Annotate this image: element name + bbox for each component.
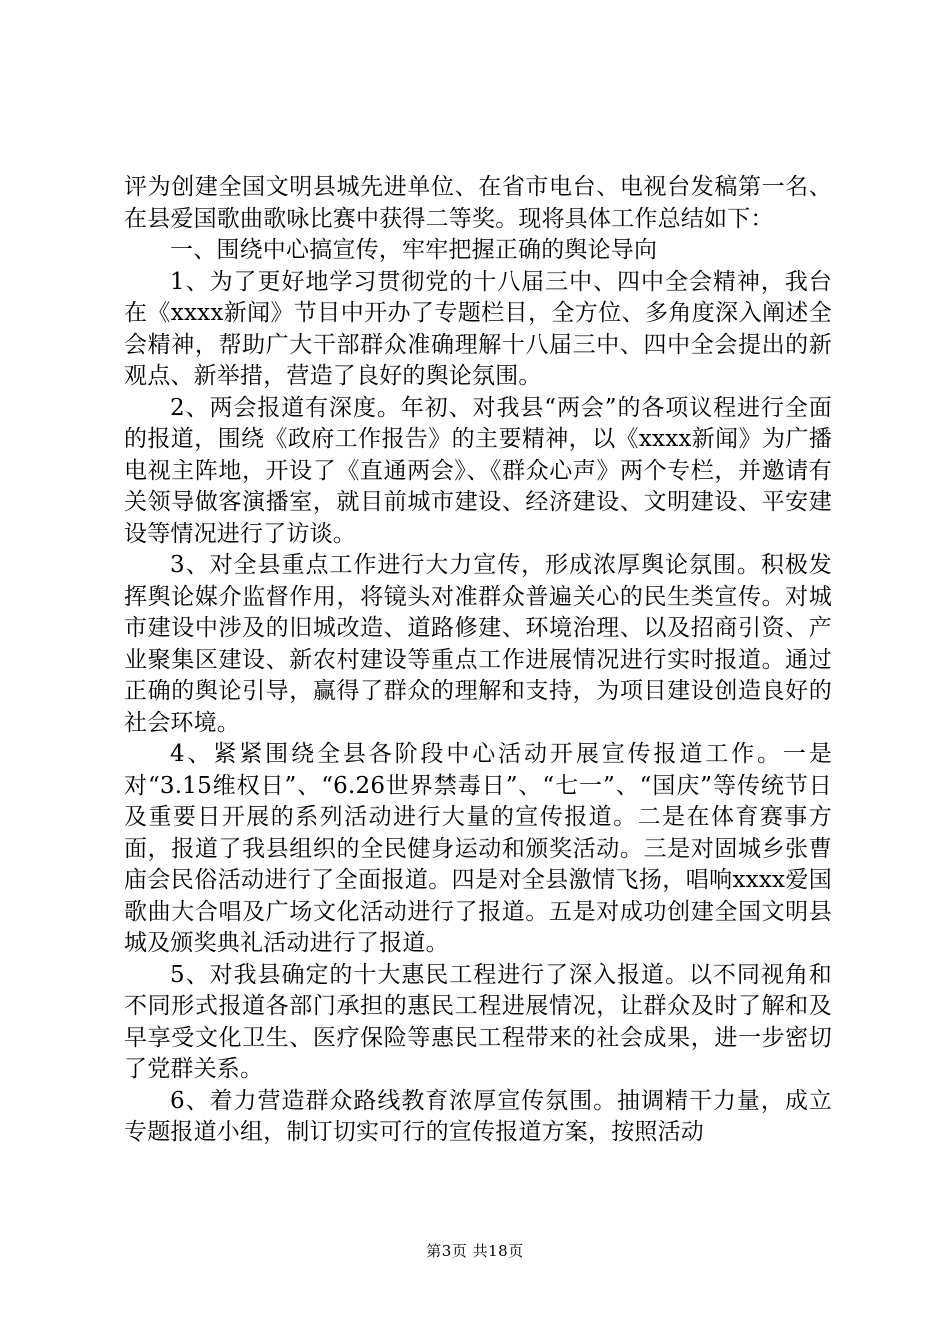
page-number-footer: 第3页 共18页 <box>426 1242 524 1260</box>
paragraph-item-6: 6、着力营造群众路线教育浓厚宣传氛围。抽调精干力量，成立专题报道小组，制订切实可行的宣传报道方案，按照活动 <box>124 1087 832 1145</box>
paragraph-item-1: 1、为了更好地学习贯彻党的十八届三中、四中全会精神，我台在《xxxx新闻》节目中开办了专题栏目，全方位、多角度深入阐述全会精神，帮助广大干部群众准确理解十八届三中、四中全会提出的新观点、新举措，营造了良好的舆论氛围。 <box>124 268 832 389</box>
paragraph-item-4: 4、紧紧围绕全县各阶段中心活动开展宣传报道工作。一是对“3.15维权日”、“6.26世界禁毒日”、“七一”、“国庆”等传统节日及重要日开展的系列活动进行大量的宣传报道。二是在体育赛事方面，报道了我县组织的全民健身运动和颁奖活动。三是对固城乡张曹庙会民俗活动进行了全面报道。四是对全县激情飞扬，唱响xxxx爱国歌曲大合唱及广场文化活动进行了报道。五是对成功创建全国文明县城及颁奖典礼活动进行了报道。 <box>124 741 832 956</box>
paragraph-item-3: 3、对全县重点工作进行大力宣传，形成浓厚舆论氛围。积极发挥舆论媒介监督作用，将镜头对准群众普遍关心的民生类宣传。对城市建设中涉及的旧城改造、道路修建、环境治理、以及招商引资、产业聚集区建设、新农村建设等重点工作进展情况进行实时报道。通过正确的舆论引导，赢得了群众的理解和支持，为项目建设创造良好的社会环境。 <box>124 552 832 736</box>
paragraph-item-2: 2、两会报道有深度。年初、对我县“两会”的各项议程进行全面的报道，围绕《政府工作报告》的主要精神，以《xxxx新闻》为广播电视主阵地，开设了《直通两会》、《群众心声》两个专栏，并邀请有关领导做客演播室，就目前城市建设、经济建设、文明建设、平安建设等情况进行了访谈。 <box>124 394 832 547</box>
section-heading: 一、围绕中心搞宣传，牢牢把握正确的舆论导向 <box>170 237 658 263</box>
paragraph-continuation: 评为创建全国文明县城先进单位、在省市电台、电视台发稿第一名、在县爱国歌曲歌咏比赛中获得二等奖。现将具体工作总结如下： <box>124 174 832 232</box>
paragraph-item-5: 5、对我县确定的十大惠民工程进行了深入报道。以不同视角和不同形式报道各部门承担的惠民工程进展情况，让群众及时了解和及早享受文化卫生、医疗保险等惠民工程带来的社会成果，进一步密切了党群关系。 <box>124 961 832 1082</box>
document-body <box>124 172 832 1149</box>
